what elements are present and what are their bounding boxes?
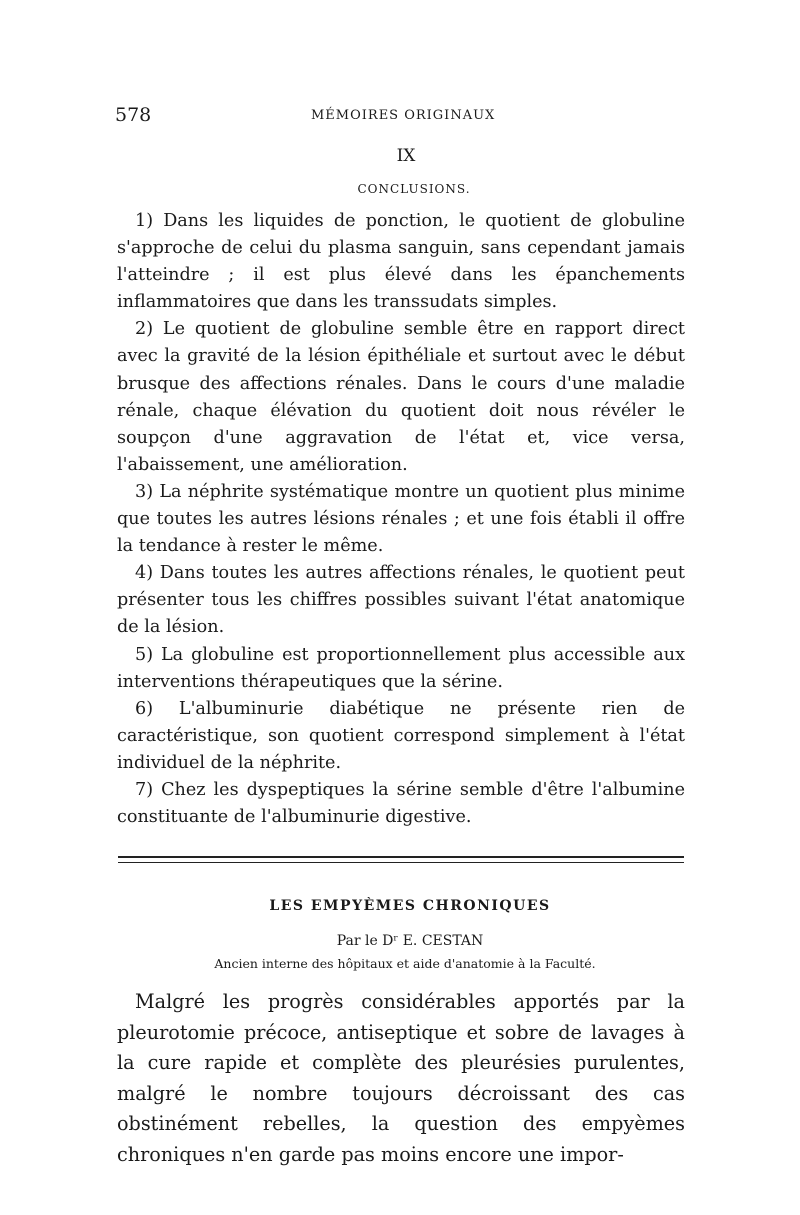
- conclusion-item-6: 6) L'albuminurie diabétique ne présente rien de caractéristique, son quotient correspond simplement à l'état individuel de la néphrite.: [117, 698, 685, 773]
- conclusion-item-1: 1) Dans les liquides de ponction, le quotient de globuline s'approche de celui du plasma sanguin, sans cependant jamais l'atteindre ; il est plus élevé dans les épanchements inflammatoires que dans les transsudats simples.: [117, 211, 685, 313]
- section-number: IX: [396, 146, 416, 166]
- article-title: LES EMPYÈMES CHRONIQUES: [269, 898, 551, 914]
- conclusions-list: [117, 208, 685, 831]
- page-number: 578: [115, 104, 152, 126]
- body-paragraph: Malgré les progrès considérables apportés par la pleurotomie précoce, antiseptique et sobre de lavages à la cure rapide et complète des pleurésies purulentes, malgré le nombre toujours décroissant des cas obstinément rebelles, la question des empyèmes chroniques n'en garde pas moins encore une impor-: [117, 990, 685, 1166]
- conclusion-item-4: 4) Dans toutes les autres affections rénales, le quotient peut présenter tous les chiffres possibles suivant l'état anatomique de la lésion.: [117, 563, 685, 638]
- running-head: [115, 104, 685, 128]
- article-body: [117, 987, 685, 1170]
- conclusion-item-5: 5) La globuline est proportionnellement plus accessible aux interventions thérapeutiques que la sérine.: [117, 644, 685, 692]
- double-rule-divider: [118, 856, 684, 863]
- conclusion-item-3: 3) La néphrite systématique montre un quotient plus minime que toutes les autres lésions rénales ; et une fois établi il offre la tendance à rester le même.: [117, 481, 685, 557]
- conclusion-item-2: 2) Le quotient de globuline semble être en rapport direct avec la gravité de la lésion épithéliale et surtout avec le début brusque des affections rénales. Dans le cours d'une maladie rénale, chaque élévation du quotient doit nous révéler le soupçon d'une aggravation de l'état et, vice versa, l'abaissement, une amélioration.: [117, 319, 685, 475]
- conclusion-item-7: 7) Chez les dyspeptiques la sérine semble d'être l'albumine constituante de l'albuminurie digestive.: [117, 779, 685, 828]
- section-title: CONCLUSIONS.: [357, 182, 471, 196]
- author-affiliation: Ancien interne des hôpitaux et aide d'anatomie à la Faculté.: [214, 956, 596, 971]
- article-author: Par le Dʳ E. CESTAN: [336, 933, 484, 949]
- running-title: MÉMOIRES ORIGINAUX: [311, 108, 496, 123]
